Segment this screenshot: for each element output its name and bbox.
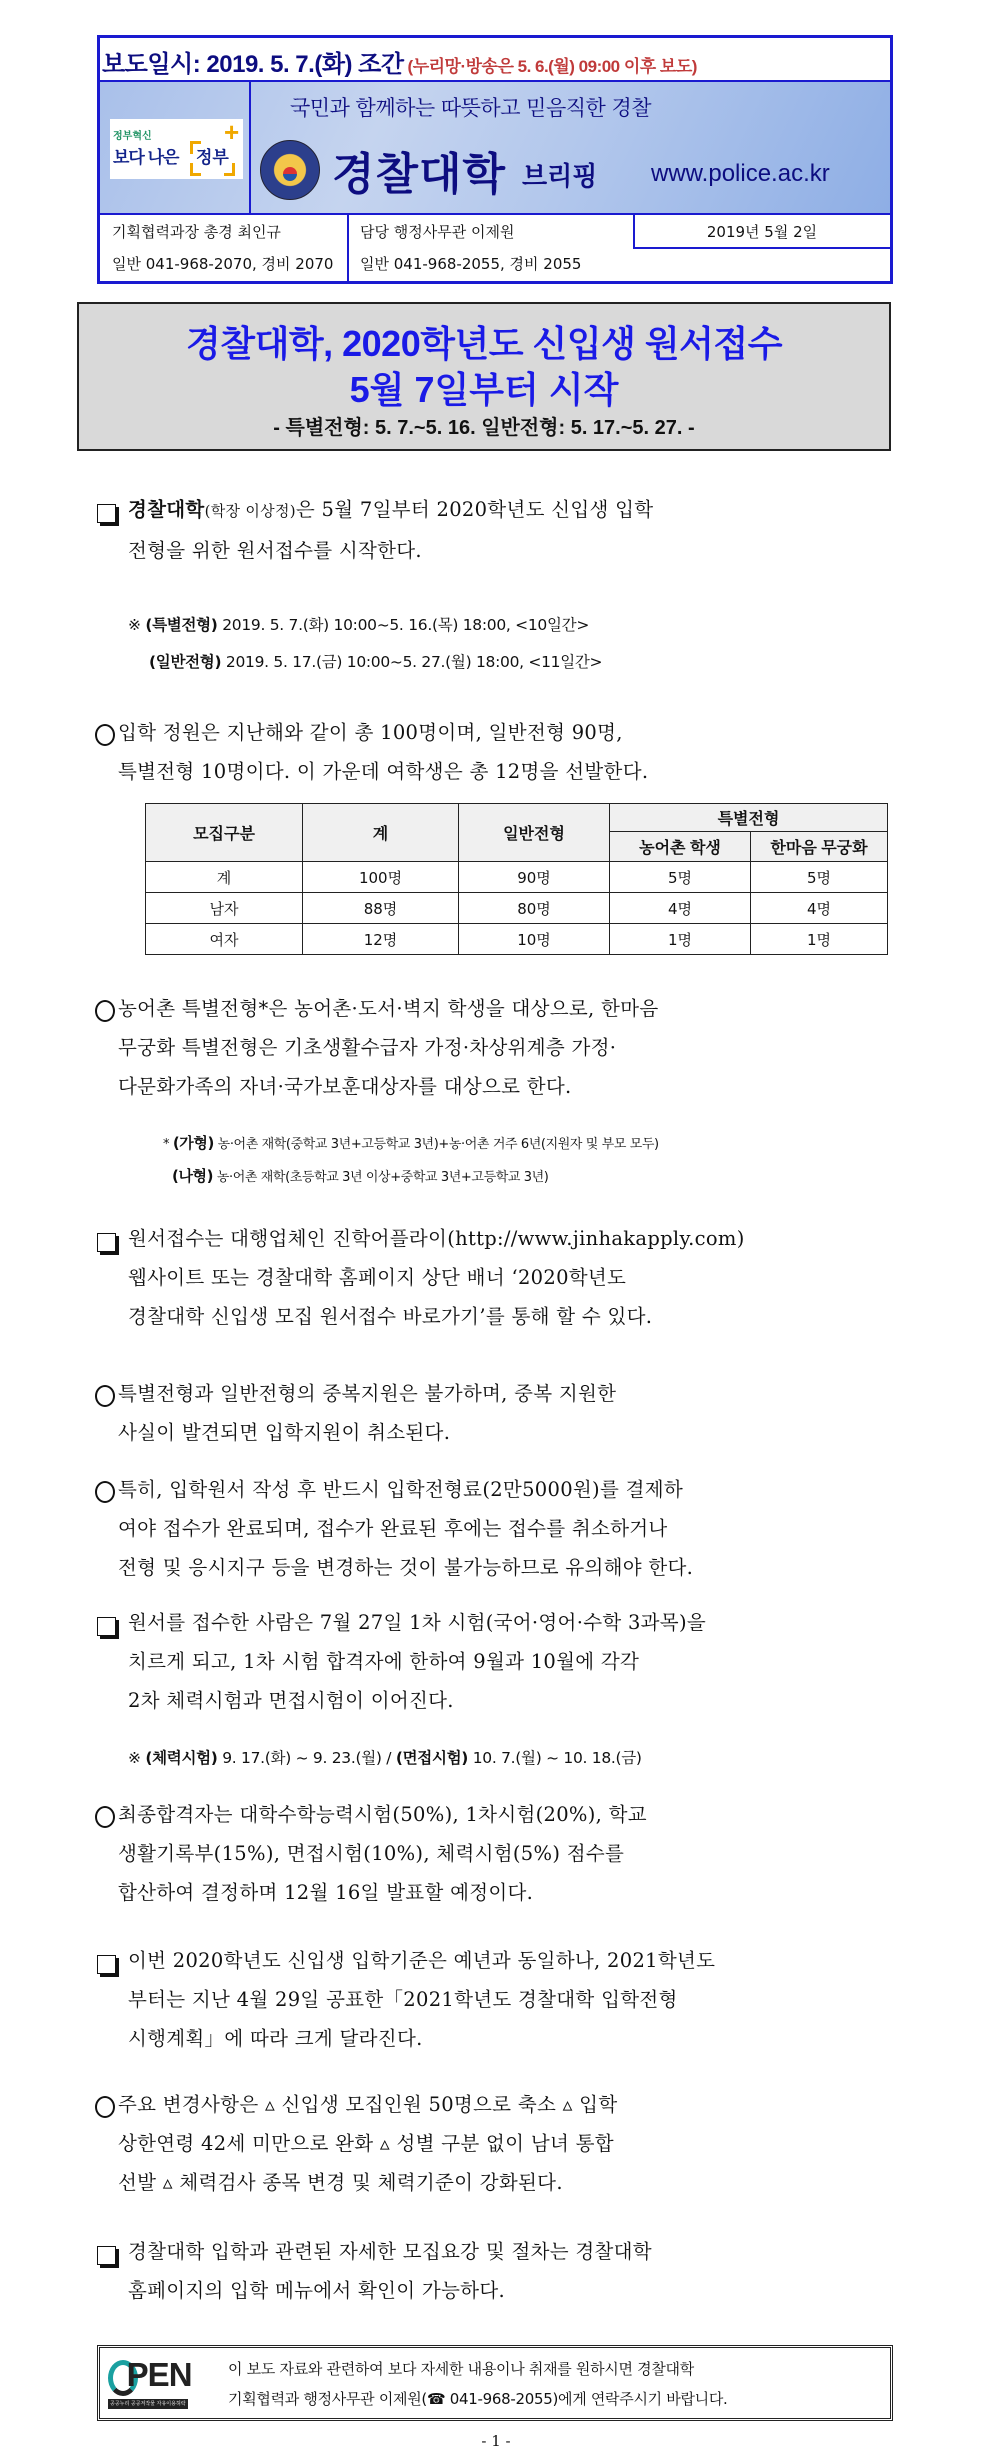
gov-logo-cell: [100, 82, 251, 213]
line: 생활기록부(15%), 면접시험(10%), 체력시험(5%) 점수를: [118, 1842, 625, 1865]
th-category: 모집구분: [146, 804, 303, 862]
final-selection-text: [118, 1795, 890, 1912]
cell: 10명: [459, 924, 610, 955]
checkbox-bullet-icon: [97, 1617, 116, 1636]
line: 특별전형과 일반전형의 중복지원은 불가하며, 중복 지원한: [118, 1382, 617, 1405]
headline-line-1: 경찰대학, 2020학년도 신입생 원서접수: [186, 323, 782, 364]
th-total: 계: [303, 804, 459, 862]
cell: 4명: [610, 893, 751, 924]
circle-bullet-icon: [95, 724, 115, 746]
cell: 여자: [146, 924, 303, 955]
checkbox-bullet-icon: [97, 504, 116, 523]
line: 무궁화 특별전형은 기초생활수급자 가정·차상위계층 가정·: [118, 1036, 617, 1059]
line: 시행계획」에 따라 크게 달라진다.: [128, 2027, 423, 2050]
cell: 남자: [146, 893, 303, 924]
note-text: 10. 7.(월) ~ 10. 18.(금): [468, 1749, 642, 1767]
section-5-text: [128, 2232, 890, 2310]
line: 특히, 입학원서 작성 후 반드시 입학전형료(2만5000원)를 결제하: [118, 1478, 683, 1501]
section-4-text: [128, 1941, 890, 2058]
headline-box: [77, 302, 891, 451]
slogan: 국민과 함께하는 따뜻하고 믿음직한 경찰: [290, 96, 652, 120]
note-text: 농·어촌 재학(중학교 3년+고등학교 3년)+농·어촌 거주 6년(지원자 및 부모 모두): [213, 1137, 659, 1152]
gov-innovation-logo: [110, 119, 243, 179]
line: 사실이 발견되면 입학지원이 취소된다.: [118, 1421, 451, 1444]
release-date-row: [100, 38, 890, 82]
divider: [633, 247, 890, 249]
line: 특별전형 10명이다. 이 가운데 여학생은 총 12명을 선발한다.: [118, 760, 649, 783]
release-note: (누리망·방송은 5. 6.(월) 09:00 이후 보도): [407, 57, 697, 76]
cell: 100명: [303, 862, 459, 893]
footnote-type-a: [163, 1132, 659, 1153]
line: 전형 및 응시지구 등을 변경하는 것이 불가능하므로 유의해야 한다.: [118, 1556, 694, 1579]
page-number: - 1 -: [481, 2432, 511, 2450]
note-text: 9. 17.(화) ~ 9. 23.(월) /: [217, 1749, 396, 1767]
note-text: 농·어촌 재학(초등학교 3년 이상+중학교 3년+고등학교 3년): [213, 1170, 549, 1185]
th-general: 일반전형: [459, 804, 610, 862]
plus-icon: +: [224, 117, 240, 147]
line: 경찰대학 신입생 모집 원서접수 바로가기’를 통해 할 수 있다.: [128, 1305, 653, 1328]
briefing-banner: [100, 82, 890, 215]
table-row: [146, 893, 888, 924]
line: 은 5월 7일부터 2020학년도 신입생 입학: [295, 498, 654, 521]
footnote-type-b: [172, 1165, 548, 1186]
note-text: 2019. 5. 7.(화) 10:00~5. 16.(목) 18:00, <10일간>: [217, 616, 590, 634]
briefing-label: 브리핑: [522, 161, 598, 191]
cell: 5명: [751, 862, 888, 893]
org-name: 경찰대학: [332, 150, 507, 199]
circle-bullet-icon: [95, 1000, 115, 1022]
exam-schedule-note: [128, 1746, 642, 1768]
section-2-text: [128, 1219, 890, 1336]
open-logo-bar: 공공누리 공공저작물 자유이용허락: [108, 2399, 188, 2409]
note-label: (일반전형): [149, 653, 222, 671]
circle-bullet-icon: [95, 2096, 115, 2118]
quota-text: [118, 713, 890, 791]
admission-quota-table: [145, 803, 888, 955]
line: 2차 체력시험과 면접시험이 이어진다.: [128, 1689, 454, 1712]
cell: 1명: [610, 924, 751, 955]
line: 주요 변경사항은 ▵ 신입생 모집인원 50명으로 축소 ▵ 입학: [118, 2093, 618, 2116]
dept-head-phone: 일반 041-968-2070, 경비 2070: [112, 255, 334, 273]
line: 농어촌 특별전형*은 농어촌·도서·벽지 학생을 대상으로, 한마음: [118, 997, 659, 1020]
gov-logo-top-text: 정부혁신: [113, 131, 152, 142]
taegeuk-icon: [283, 167, 297, 181]
reference-mark: ※: [128, 616, 141, 634]
contact-footer-box: [97, 2345, 893, 2421]
line: 전형을 위한 원서접수를 시작한다.: [128, 539, 422, 562]
footer-line-2: 기획협력과 행정사무관 이제원(☎ 041-968-2055)에게 연락주시기 바랍니다.: [228, 2390, 728, 2408]
manager: 담당 행정사무관 이제원: [360, 223, 515, 241]
line: 여야 접수가 완료되며, 접수가 완료된 후에는 접수를 취소하거나: [118, 1517, 668, 1540]
lead-bold: 경찰대학: [128, 498, 205, 521]
police-emblem-icon: [260, 140, 320, 200]
note-label: (나형): [172, 1167, 214, 1185]
line: 원서를 접수한 사람은 7월 27일 1차 시험(국어·영어·수학 3과목)을: [128, 1611, 706, 1634]
cell: 5명: [610, 862, 751, 893]
cell: 1명: [751, 924, 888, 955]
line: 이번 2020학년도 신입생 입학기준은 예년과 동일하나, 2021학년도: [128, 1949, 716, 1972]
circle-bullet-icon: [95, 1385, 115, 1407]
contact-info: [100, 215, 890, 281]
dept-head: 기획협력과장 총경 최인규: [112, 223, 281, 241]
schedule-note-1: [128, 613, 589, 635]
line: 경찰대학 입학과 관련된 자세한 모집요강 및 절차는 경찰대학: [128, 2240, 652, 2263]
th-special-rural: 농어촌 학생: [610, 832, 751, 862]
cell: 90명: [459, 862, 610, 893]
line: 다문화가족의 자녀·국가보훈대상자를 대상으로 한다.: [118, 1075, 572, 1098]
major-changes-text: [118, 2085, 890, 2202]
document-date: 2019년 5월 2일: [706, 223, 818, 241]
footnote-mark: *: [163, 1137, 170, 1152]
schedule-note-2: [149, 650, 602, 672]
section-3-text: [128, 1603, 890, 1720]
table-row: [146, 862, 888, 893]
note-label: (가형): [172, 1134, 214, 1152]
release-date: [102, 44, 697, 79]
th-special-mugunghwa: 한마음 무궁화: [751, 832, 888, 862]
checkbox-bullet-icon: [97, 1955, 116, 1974]
note-label: (특별전형): [145, 616, 218, 634]
divider: [633, 215, 635, 248]
note-label: (체력시험): [145, 1749, 218, 1767]
line: 최종합격자는 대학수학능력시험(50%), 1차시험(20%), 학교: [118, 1803, 647, 1826]
note-label: (면접시험): [395, 1749, 469, 1767]
cell: 88명: [303, 893, 459, 924]
line: 선발 ▵ 체력검사 종목 변경 및 체력기준이 강화된다.: [118, 2171, 563, 2194]
line: 상한연령 42세 미만으로 완화 ▵ 성별 구분 없이 남녀 통합: [118, 2132, 614, 2155]
press-release-header: [97, 35, 893, 284]
headline-line-2: 5월 7일부터 시작: [349, 369, 619, 410]
circle-bullet-icon: [95, 1481, 115, 1503]
cell: 4명: [751, 893, 888, 924]
section-1-text: [128, 490, 890, 570]
lead-small: (학장 이상정): [204, 502, 296, 520]
circle-bullet-icon: [95, 1806, 115, 1828]
footer-line-1: 이 보도 자료와 관련하여 보다 자세한 내용이나 취재를 원하시면 경찰대학: [228, 2360, 694, 2378]
duplicate-application-text: [118, 1374, 890, 1452]
kogl-open-logo: [108, 2354, 192, 2410]
website-url[interactable]: www.police.ac.kr: [651, 160, 830, 187]
headline-subtitle: - 특별전형: 5. 7.~5. 16. 일반전형: 5. 17.~5. 27. -: [273, 417, 695, 439]
gov-logo-accent-text: 정부: [196, 148, 229, 167]
line: 웹사이트 또는 경찰대학 홈페이지 상단 배너 ‘2020학년도: [128, 1266, 627, 1289]
line: 치르게 되고, 1차 시험 합격자에 한하여 9월과 10월에 각각: [128, 1650, 640, 1673]
gov-logo-main-text: 보다 나은: [113, 148, 179, 167]
cell: 12명: [303, 924, 459, 955]
divider: [347, 215, 349, 281]
line: 입학 정원은 지난해와 같이 총 100명이며, 일반전형 90명,: [118, 721, 623, 744]
line: 부터는 지난 4월 29일 공표한「2021학년도 경찰대학 입학전형: [128, 1988, 678, 2011]
line: 원서접수는 대행업체인 진학어플라이(http://www.jinhakapply.com): [128, 1227, 745, 1250]
reference-mark: ※: [128, 1749, 141, 1767]
release-date-label: 보도일시: 2019. 5. 7.(화) 조간: [102, 51, 404, 78]
cell: 계: [146, 862, 303, 893]
special-admission-text: [118, 989, 890, 1106]
th-special: 특별전형: [610, 804, 888, 832]
line: 합산하여 결정하며 12월 16일 발표할 예정이다.: [118, 1881, 534, 1904]
manager-phone: 일반 041-968-2055, 경비 2055: [360, 255, 582, 273]
open-logo-text: PEN: [126, 2356, 192, 2393]
cell: 80명: [459, 893, 610, 924]
checkbox-bullet-icon: [97, 2246, 116, 2265]
line: 홈페이지의 입학 메뉴에서 확인이 가능하다.: [128, 2279, 505, 2302]
checkbox-bullet-icon: [97, 1233, 116, 1252]
fee-notice-text: [118, 1470, 890, 1587]
table-row: [146, 924, 888, 955]
note-text: 2019. 5. 17.(금) 10:00~5. 27.(월) 18:00, <11일간>: [221, 653, 603, 671]
